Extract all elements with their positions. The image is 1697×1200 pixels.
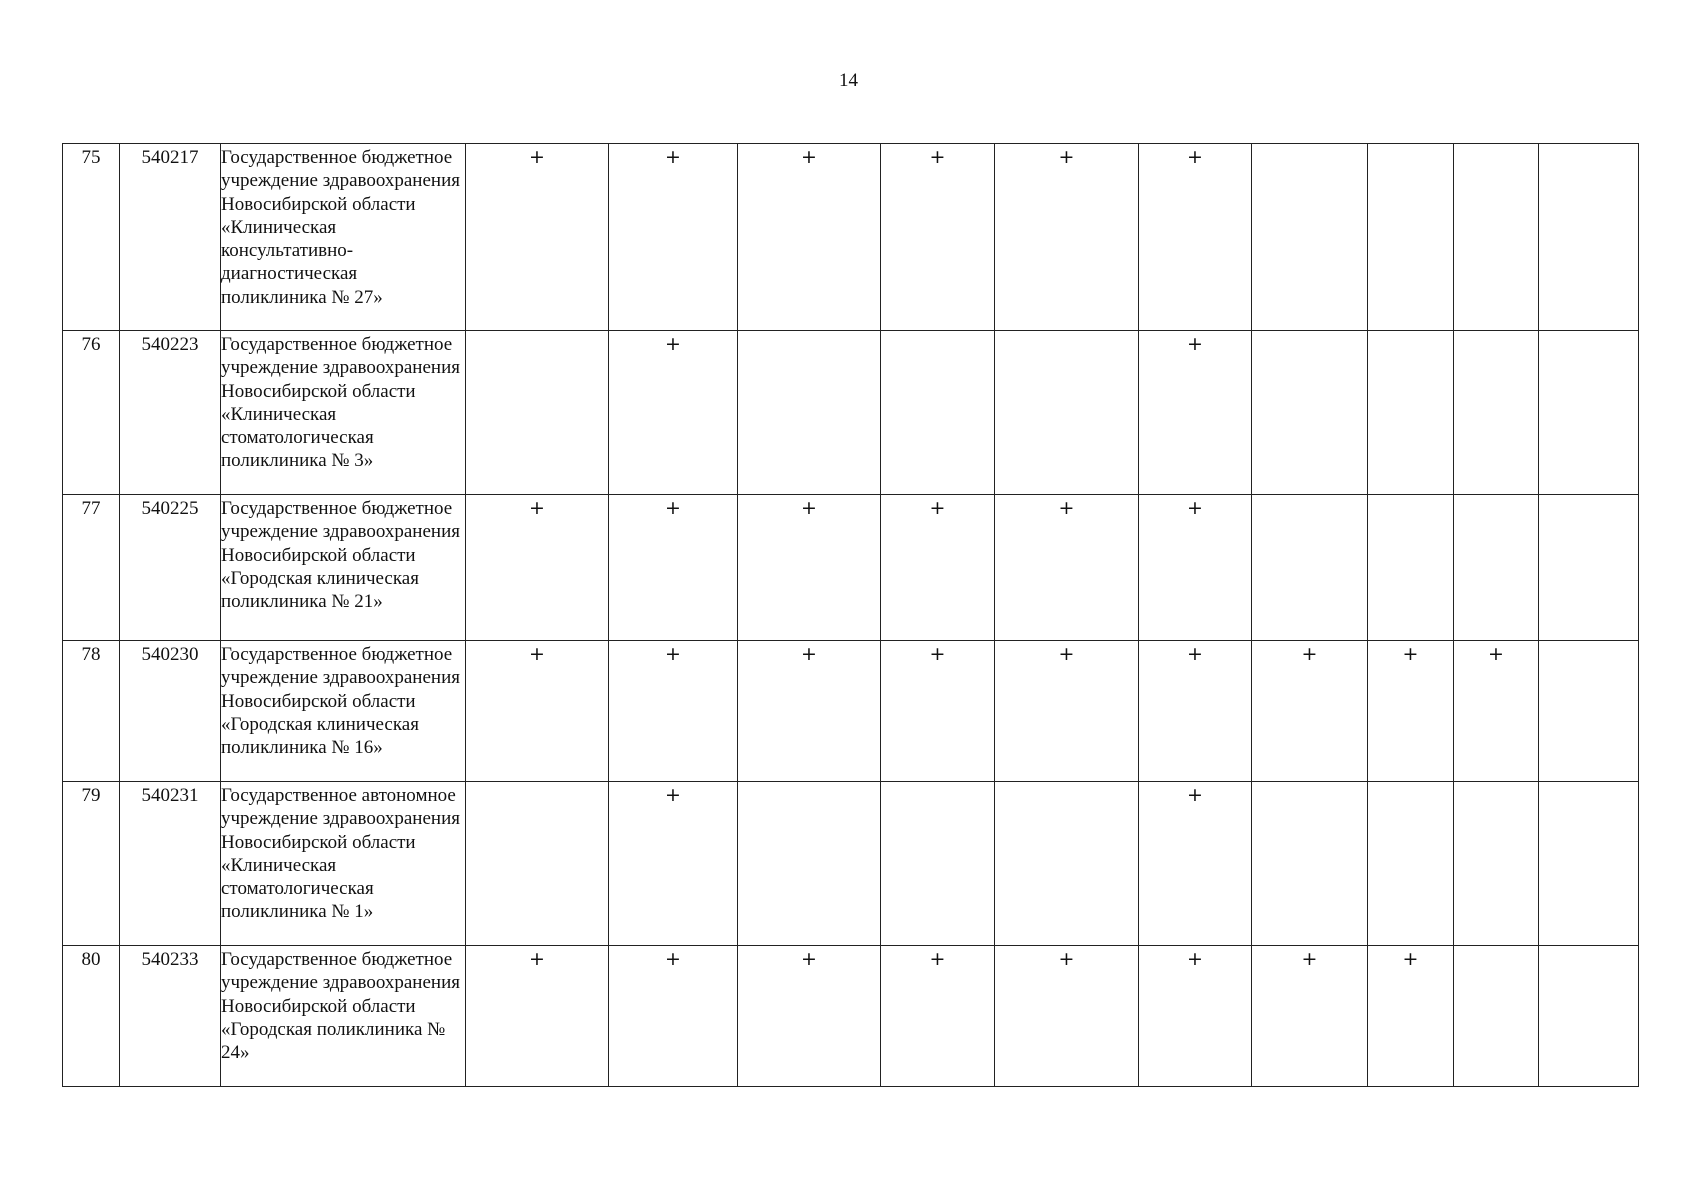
- mark-cell: [738, 782, 881, 946]
- mark-cell: +: [609, 331, 738, 495]
- mark-cell: [1454, 782, 1539, 946]
- mark-cell: [1368, 144, 1454, 331]
- mark-cell: [466, 331, 609, 495]
- organization-name-cell: Государственное бюджетное учреждение здравоохранения Новосибирской области «Клиническая консультативно-диагностическая поликлиника № 27»: [221, 144, 466, 331]
- mark-cell: +: [881, 144, 995, 331]
- mark-cell: +: [609, 144, 738, 331]
- table-row: [63, 495, 1639, 641]
- mark-cell: [1368, 331, 1454, 495]
- mark-cell: +: [1139, 946, 1252, 1087]
- mark-cell: +: [466, 946, 609, 1087]
- mark-cell: +: [738, 144, 881, 331]
- registry-code-cell: 540223: [120, 331, 221, 495]
- mark-cell: +: [1252, 641, 1368, 782]
- mark-cell: +: [738, 946, 881, 1087]
- registry-code-cell: 540217: [120, 144, 221, 331]
- mark-cell: +: [1139, 782, 1252, 946]
- mark-cell: +: [609, 495, 738, 641]
- organization-name-cell: Государственное бюджетное учреждение здравоохранения Новосибирской области «Городская клиническая поликлиника № 21»: [221, 495, 466, 641]
- row-number-cell: 80: [63, 946, 120, 1087]
- table-body: [63, 144, 1639, 1087]
- mark-cell: +: [466, 495, 609, 641]
- mark-cell: +: [738, 641, 881, 782]
- mark-cell: +: [995, 946, 1139, 1087]
- mark-cell: [1252, 782, 1368, 946]
- mark-cell: [881, 331, 995, 495]
- mark-cell: +: [1368, 641, 1454, 782]
- mark-cell: +: [466, 144, 609, 331]
- registry-code-cell: 540231: [120, 782, 221, 946]
- table-row: [63, 331, 1639, 495]
- row-number-cell: 76: [63, 331, 120, 495]
- mark-cell: [1454, 144, 1539, 331]
- registry-code-cell: 540233: [120, 946, 221, 1087]
- row-number-cell: 75: [63, 144, 120, 331]
- mark-cell: +: [609, 641, 738, 782]
- mark-cell: +: [1368, 946, 1454, 1087]
- mark-cell: +: [995, 144, 1139, 331]
- organization-name-cell: Государственное автономное учреждение здравоохранения Новосибирской области «Клиническая стоматологическая поликлиника № 1»: [221, 782, 466, 946]
- mark-cell: [1539, 144, 1639, 331]
- page-number: 14: [839, 70, 858, 91]
- mark-cell: [1539, 495, 1639, 641]
- mark-cell: [1539, 641, 1639, 782]
- mark-cell: +: [995, 495, 1139, 641]
- mark-cell: +: [881, 495, 995, 641]
- mark-cell: [1368, 495, 1454, 641]
- organization-name-cell: Государственное бюджетное учреждение здравоохранения Новосибирской области «Городская клиническая поликлиника № 16»: [221, 641, 466, 782]
- table-row: [63, 144, 1639, 331]
- mark-cell: [1454, 495, 1539, 641]
- mark-cell: +: [1252, 946, 1368, 1087]
- mark-cell: +: [609, 946, 738, 1087]
- row-number-cell: 77: [63, 495, 120, 641]
- registry-code-cell: 540225: [120, 495, 221, 641]
- mark-cell: [738, 331, 881, 495]
- mark-cell: [1368, 782, 1454, 946]
- mark-cell: +: [1139, 641, 1252, 782]
- mark-cell: [1539, 331, 1639, 495]
- table-row: [63, 782, 1639, 946]
- table-row: [63, 641, 1639, 782]
- row-number-cell: 78: [63, 641, 120, 782]
- mark-cell: [1252, 331, 1368, 495]
- mark-cell: [881, 782, 995, 946]
- mark-cell: [1252, 144, 1368, 331]
- mark-cell: [1539, 946, 1639, 1087]
- mark-cell: +: [609, 782, 738, 946]
- mark-cell: +: [881, 641, 995, 782]
- mark-cell: +: [881, 946, 995, 1087]
- mark-cell: +: [1139, 495, 1252, 641]
- mark-cell: +: [995, 641, 1139, 782]
- row-number-cell: 79: [63, 782, 120, 946]
- organizations-table: [62, 143, 1639, 1087]
- mark-cell: [1454, 331, 1539, 495]
- organization-name-cell: Государственное бюджетное учреждение здравоохранения Новосибирской области «Клиническая стоматологическая поликлиника № 3»: [221, 331, 466, 495]
- mark-cell: [1252, 495, 1368, 641]
- mark-cell: [1539, 782, 1639, 946]
- mark-cell: +: [1454, 641, 1539, 782]
- mark-cell: [995, 331, 1139, 495]
- mark-cell: [995, 782, 1139, 946]
- mark-cell: [466, 782, 609, 946]
- mark-cell: +: [1139, 144, 1252, 331]
- registry-code-cell: 540230: [120, 641, 221, 782]
- mark-cell: +: [738, 495, 881, 641]
- mark-cell: [1454, 946, 1539, 1087]
- mark-cell: +: [1139, 331, 1252, 495]
- table-row: [63, 946, 1639, 1087]
- organization-name-cell: Государственное бюджетное учреждение здравоохранения Новосибирской области «Городская поликлиника № 24»: [221, 946, 466, 1087]
- mark-cell: +: [466, 641, 609, 782]
